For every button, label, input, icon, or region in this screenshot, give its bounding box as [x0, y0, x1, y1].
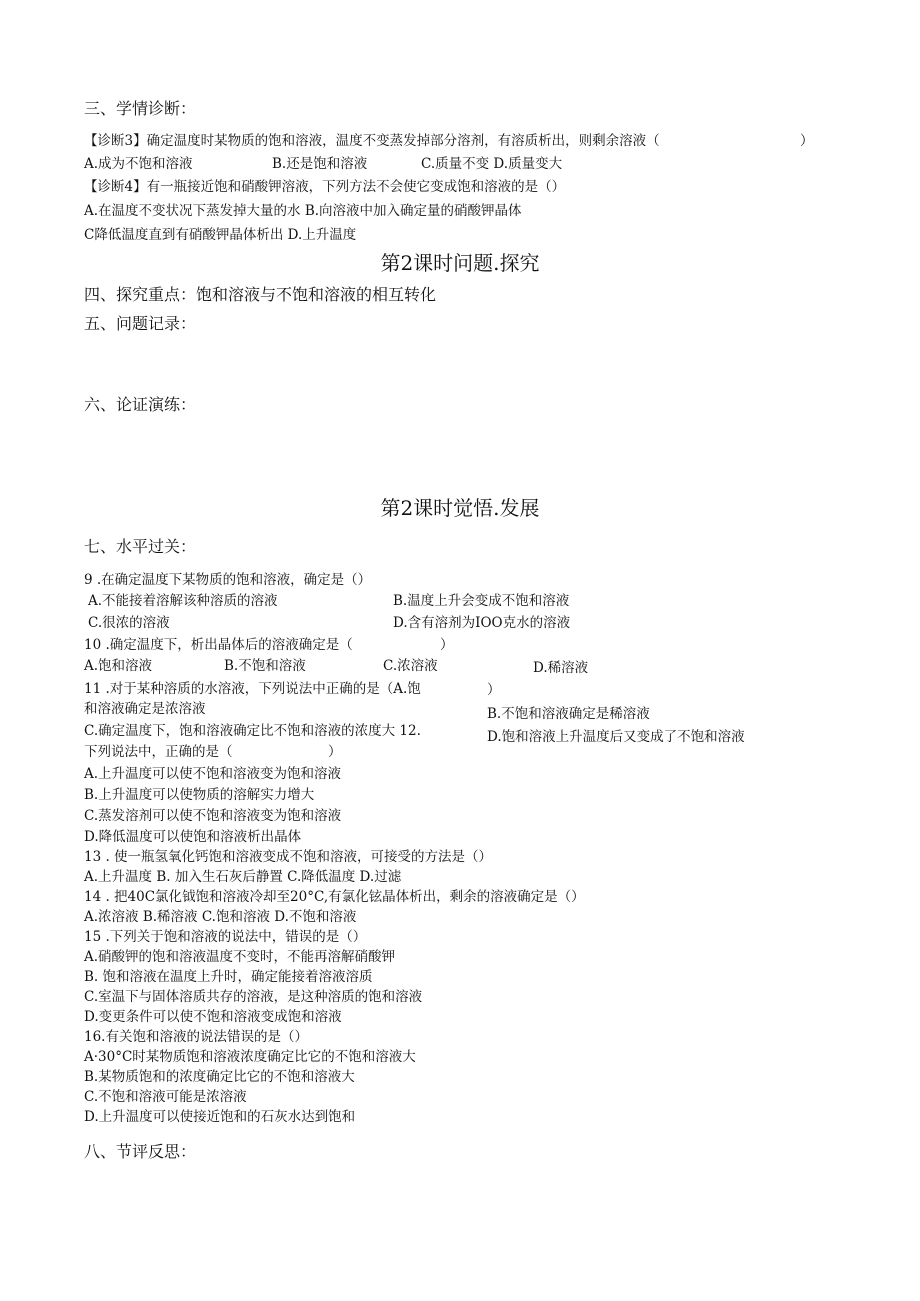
section-7-heading: 七、水平过关：: [84, 537, 197, 556]
diagnosis-4-option-ab: A.在温度不变状况下蒸发掉大量的水 B.向溶液中加入确定量的硝酸钾晶体: [84, 203, 522, 219]
question-13: 13 . 使一瓶氢氧化钙饱和溶液变成不饱和溶液，可接受的方法是（）: [84, 849, 493, 865]
question-9-option-b: B.温度上升会变成不饱和溶液: [393, 593, 570, 609]
question-15-option-b: B. 饱和溶液在温度上升时，确定能接着溶液溶质: [84, 969, 373, 985]
section-3-heading: 三、学情诊断：: [84, 99, 197, 118]
question-11-option-c: C.确定温度下，饱和溶液确定比不饱和溶液的浓度大 12.: [84, 723, 421, 739]
question-10: 10 .确定温度下，析出晶体后的溶液确定是（: [84, 637, 353, 653]
question-15: 15 .下列关于饱和溶液的说法中，错误的是（）: [84, 929, 367, 945]
question-9-option-a: A.不能接着溶解该种溶质的溶液: [88, 593, 278, 609]
question-15-option-a: A.硝酸钾的饱和溶液温度不变时，不能再溶解硝酸钾: [84, 949, 396, 965]
question-12: 下列说法中，正确的是（: [84, 744, 233, 760]
diagnosis-3-option-a: A.成为不饱和溶液: [84, 156, 193, 172]
diagnosis-4-option-cd: C降低温度直到有硝酸钾晶体析出 D.上升温度: [84, 227, 357, 243]
question-14: 14 . 把40C氯化钺饱和溶液冷却至20°C,有氯化铉晶体析出，剩余的溶液确定是（）: [84, 889, 585, 905]
question-11: 11 .对于某种溶质的水溶液，下列说法中正确的是（A.饱: [84, 681, 421, 697]
question-11-option-b: B.不饱和溶液确定是稀溶液: [487, 706, 650, 722]
diagnosis-3-close: ）: [800, 133, 814, 149]
question-16-option-a: A·30°C时某物质饱和溶液浓度确定比它的不饱和溶液大: [84, 1049, 416, 1065]
question-10-option-d: D.稀溶液: [533, 660, 589, 676]
question-14-options: A.浓溶液 B.稀溶液 C.饱和溶液 D.不饱和溶液: [84, 909, 357, 925]
lesson-title-development: 第2课时觉悟.发展: [380, 496, 540, 520]
question-15-option-c: C.室温下与固体溶质共存的溶液，是这种溶质的饱和溶液: [84, 989, 423, 1005]
lesson-title-inquiry: 第2课时问题.探究: [380, 251, 540, 275]
question-13-options: A.上升温度 B. 加入生石灰后静置 C.降低温度 D.过滤: [84, 869, 402, 885]
question-12-option-b: B.上升温度可以使物质的溶解实力增大: [84, 787, 315, 803]
question-11-option-d: D.饱和溶液上升温度后又变成了不饱和溶液: [487, 729, 745, 745]
question-9: 9 .在确定温度下某物质的饱和溶液，确定是（）: [84, 572, 372, 588]
question-10-option-b: B.不饱和溶液: [224, 658, 306, 674]
diagnosis-3-question: 【诊断3】确定温度时某物质的饱和溶液，温度不变蒸发掉部分溶剂，有溶质析出，则剩余溶液（: [84, 133, 660, 149]
question-10-option-a: A.饱和溶液: [84, 658, 153, 674]
question-10-close: ）: [440, 637, 454, 653]
diagnosis-3-option-b: B.还是饱和溶液: [272, 156, 368, 172]
question-12-close: ）: [328, 744, 342, 760]
question-12-option-c: C.蒸发溶剂可以使不饱和溶液变为饱和溶液: [84, 808, 342, 824]
diagnosis-3-option-cd: C.质量不变 D.质量变大: [421, 156, 563, 172]
section-8-heading: 八、节评反思：: [84, 1142, 197, 1161]
question-12-option-d: D.降低温度可以使饱和溶液析出晶体: [84, 829, 302, 845]
section-6-heading: 六、论证演练：: [84, 395, 197, 414]
section-4-heading: 四、探究重点：饱和溶液与不饱和溶液的相互转化: [84, 285, 437, 304]
question-16: 16.有关饱和溶液的说法错误的是（）: [84, 1029, 308, 1045]
question-12-option-a: A.上升温度可以使不饱和溶液变为饱和溶液: [84, 766, 342, 782]
section-5-heading: 五、问题记录：: [84, 314, 197, 333]
question-11-option-a-cont: 和溶液确定是浓溶液: [84, 701, 206, 717]
question-9-option-d: D.含有溶剂为IOO克水的溶液: [393, 615, 571, 631]
diagnosis-4-question: 【诊断4】有一瓶接近饱和硝酸钾溶液，下列方法不会使它变成饱和溶液的是（）: [84, 179, 566, 195]
question-16-option-d: D.上升温度可以使接近饱和的石灰水达到饱和: [84, 1109, 356, 1125]
question-16-option-c: C.不饱和溶液可能是浓溶液: [84, 1089, 247, 1105]
question-10-option-c: C.浓溶液: [383, 658, 438, 674]
question-11-close: ）: [487, 682, 501, 698]
question-15-option-d: D.变更条件可以使不饱和溶液变成饱和溶液: [84, 1009, 342, 1025]
question-16-option-b: B.某物质饱和的浓度确定比它的不饱和溶液大: [84, 1069, 355, 1085]
question-9-option-c: C.很浓的溶液: [88, 615, 170, 631]
